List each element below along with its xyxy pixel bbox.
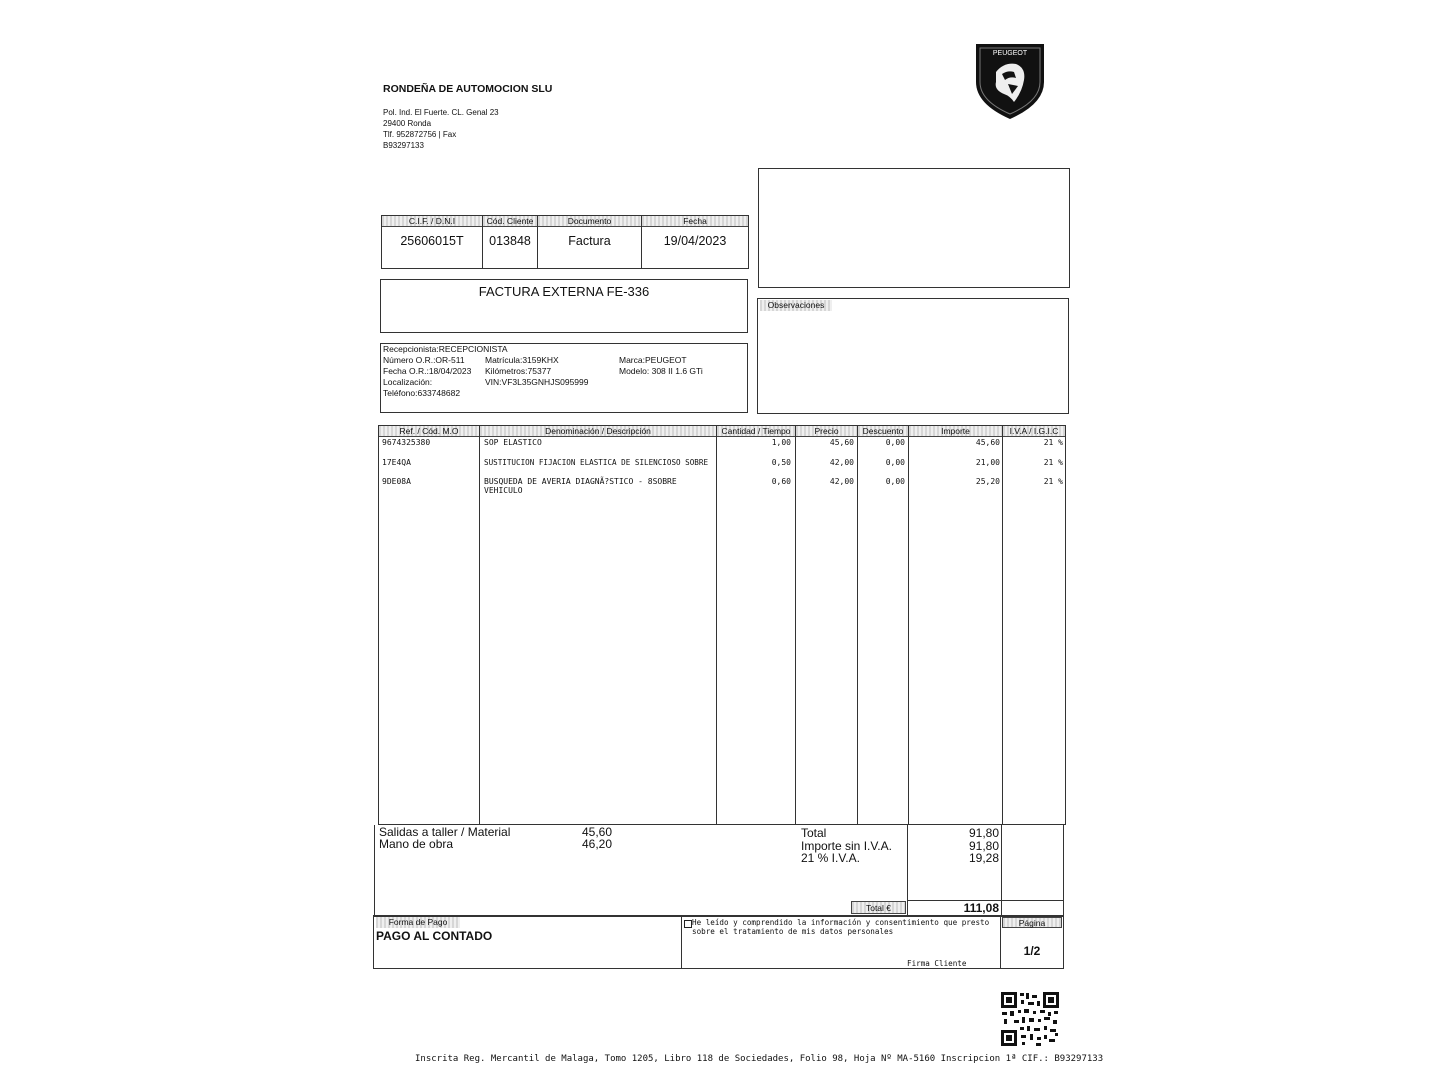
col-header-vat: I.V.A / I.G.I.C <box>1003 426 1065 437</box>
logo-text: PEUGEOT <box>992 50 1028 57</box>
document-type-value: Factura <box>568 234 611 248</box>
qr-code-icon <box>1000 991 1060 1047</box>
brand: Marca:PEUGEOT <box>619 355 687 365</box>
header-client-code-label: Cód. Cliente <box>483 216 537 227</box>
header-document-label: Documento <box>538 216 641 227</box>
row-price: 45,60 <box>829 438 854 447</box>
row-desc: BUSQUEDA DE AVERIA DIAGNÃ?STICO - 8SOBRE <box>484 477 677 486</box>
col-header-desc: Denominación / Descripción <box>480 426 716 437</box>
client-code-value: 013848 <box>489 234 531 248</box>
col-header-amount: Importe <box>909 426 1002 437</box>
invoice-title-box <box>380 279 748 333</box>
row-discount: 0,00 <box>885 458 905 467</box>
vat-value: 19,28 <box>968 851 999 865</box>
consent-checkbox[interactable] <box>684 920 692 928</box>
registry-text: Inscrita Reg. Mercantil de Malaga, Tomo 1205, Libro 118 de Sociedades, Folio 98, Hoja Nº MA-5160 Inscripcion 1ª CIF.: B93297133 <box>415 1054 1104 1064</box>
summary-box <box>374 825 1064 917</box>
row-discount: 0,00 <box>885 477 905 486</box>
or-date: Fecha O.R.:18/04/2023 <box>383 366 472 376</box>
qr-code <box>1000 991 1060 1047</box>
total-label: Total <box>801 826 827 840</box>
labour-label: Mano de obra <box>379 837 454 851</box>
kilometers: Kilómetros:75377 <box>485 366 552 376</box>
row-vat: 21 % <box>1043 438 1063 447</box>
row-desc-continued: VEHICULO <box>484 486 523 495</box>
table-row <box>379 477 1065 497</box>
row-vat: 21 % <box>1043 477 1063 486</box>
row-ref: 9DE08A <box>382 477 411 486</box>
col-header-discount: Descuento <box>858 426 908 437</box>
address-line: 29400 Ronda <box>383 119 432 128</box>
peugeot-logo <box>972 42 1048 120</box>
signature-label: Firma Cliente <box>907 959 967 968</box>
row-ref: 9674325380 <box>382 438 431 447</box>
payment-method-value: PAGO AL CONTADO <box>376 929 493 943</box>
peugeot-lion-shield-logo-icon <box>972 42 1048 120</box>
client-address-box <box>758 168 1070 288</box>
vin: VIN:VF3L35GNHJS095999 <box>485 377 589 387</box>
row-qty: 0,50 <box>771 458 791 467</box>
header-cif-label: C.I.F. / D.N.I <box>382 216 482 227</box>
cif-value: 25606015T <box>400 234 464 248</box>
header-date-label: Fecha <box>642 216 748 227</box>
row-qty: 1,00 <box>771 438 791 447</box>
address-line: Tlf. 952872756 | Fax <box>383 130 457 139</box>
document-header-box <box>381 215 749 269</box>
payment-method-label: Forma de Pago <box>376 917 460 928</box>
line-items-table <box>378 425 1066 825</box>
observations-box <box>757 298 1069 414</box>
grand-total-label: Total € <box>851 901 906 914</box>
company-name: RONDEÑA DE AUTOMOCION SLU <box>383 83 553 95</box>
col-header-price: Precio <box>796 426 857 437</box>
or-number: Número O.R.:OR-511 <box>383 355 465 365</box>
plate: Matrícula:3159KHX <box>485 355 559 365</box>
row-discount: 0,00 <box>885 438 905 447</box>
row-price: 42,00 <box>829 458 854 467</box>
vat-label: 21 % I.V.A. <box>801 851 860 865</box>
row-ref: 17E4QA <box>382 458 411 467</box>
footer-box <box>373 915 1064 969</box>
location: Localización: <box>383 377 433 387</box>
material-label: Salidas a taller / Material <box>379 825 511 839</box>
company-address <box>383 107 499 151</box>
receptionist: Recepcionista:RECEPCIONISTA <box>383 344 508 354</box>
labour-value: 46,20 <box>582 837 613 851</box>
address-line: Pol. Ind. El Fuerte. CL. Genal 23 <box>383 108 499 117</box>
page-value: 1/2 <box>1023 944 1041 958</box>
table-row <box>379 438 1065 458</box>
row-amount: 45,60 <box>975 438 1000 447</box>
date-value: 19/04/2023 <box>663 234 727 248</box>
table-row <box>379 458 1065 478</box>
col-header-qty: Cantidad / Tiempo <box>717 426 795 437</box>
observations-label: Observaciones <box>760 300 832 311</box>
phone: Teléfono:633748682 <box>383 388 461 398</box>
page-label: Página <box>1002 917 1062 928</box>
row-qty: 0,60 <box>771 477 791 486</box>
row-vat: 21 % <box>1043 458 1063 467</box>
consent-text: He leído y comprendido la información y consentimiento que presto sobre el tratamiento de mis datos personales <box>692 918 990 936</box>
row-desc: SUSTITUCION FIJACION ELASTICA DE SILENCIOSO SOBRE <box>484 458 709 467</box>
base-value: 91,80 <box>968 839 999 853</box>
model: Modelo: 308 II 1.6 GTi <box>619 366 703 376</box>
grand-total-value: 111,08 <box>963 901 999 915</box>
total-value: 91,80 <box>968 826 999 840</box>
invoice-title: FACTURA EXTERNA FE-336 <box>478 284 650 299</box>
row-amount: 25,20 <box>975 477 1000 486</box>
row-desc: SOP ELASTICO <box>484 438 542 447</box>
row-amount: 21,00 <box>975 458 1000 467</box>
row-price: 42,00 <box>829 477 854 486</box>
order-info-box <box>380 343 748 413</box>
material-value: 45,60 <box>582 825 613 839</box>
address-line: B93297133 <box>383 141 424 150</box>
col-header-ref: Ref. / Cód. M.O <box>379 426 479 437</box>
base-label: Importe sin I.V.A. <box>801 839 892 853</box>
